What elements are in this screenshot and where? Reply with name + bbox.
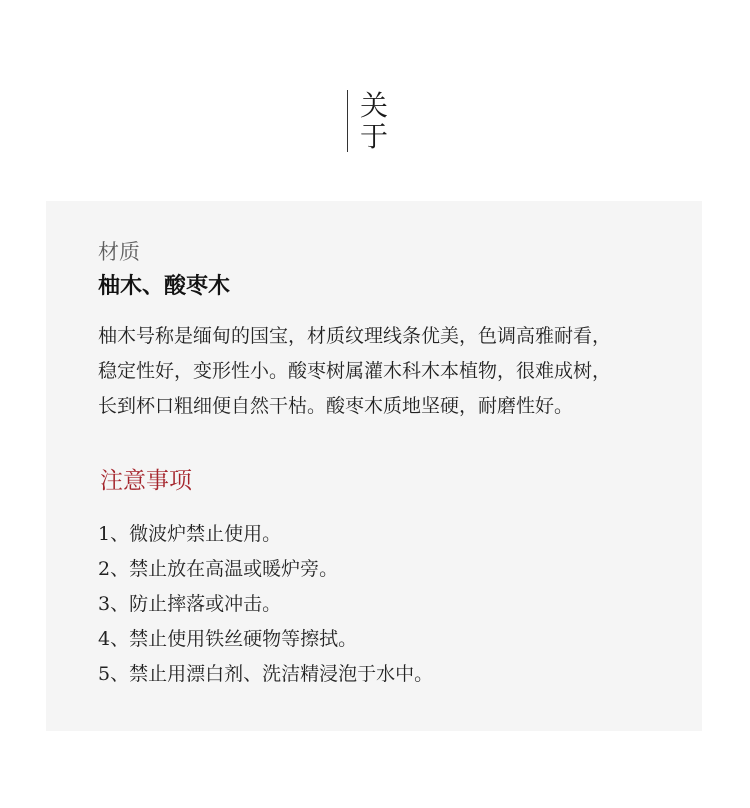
description-line: 长到杯口粗细便自然干枯。酸枣木质地坚硬，耐磨性好。 — [98, 395, 574, 417]
note-item: 2、禁止放在高温或暖炉旁。 — [98, 558, 339, 580]
info-panel — [46, 201, 702, 731]
note-item: 4、禁止使用铁丝硬物等擦拭。 — [98, 628, 358, 650]
note-item: 5、禁止用漂白剂、洗洁精浸泡于水中。 — [98, 663, 434, 685]
notes-title: 注意事项 — [100, 468, 192, 494]
material-value: 柚木、酸枣木 — [98, 273, 231, 299]
description-line: 稳定性好，变形性小。酸枣树属灌木科木本植物，很难成树， — [98, 360, 612, 382]
description-line: 柚木号称是缅甸的国宝，材质纹理线条优美，色调高雅耐看， — [98, 325, 612, 347]
section-title-about — [347, 90, 388, 152]
note-item: 3、防止摔落或冲击。 — [98, 593, 282, 615]
note-item: 1、微波炉禁止使用。 — [98, 523, 282, 545]
section-title-char-1: 关 — [360, 89, 389, 122]
material-description — [98, 319, 688, 424]
section-title-char-2: 于 — [360, 120, 389, 153]
material-label: 材质 — [98, 240, 140, 264]
notes-list — [98, 517, 433, 692]
